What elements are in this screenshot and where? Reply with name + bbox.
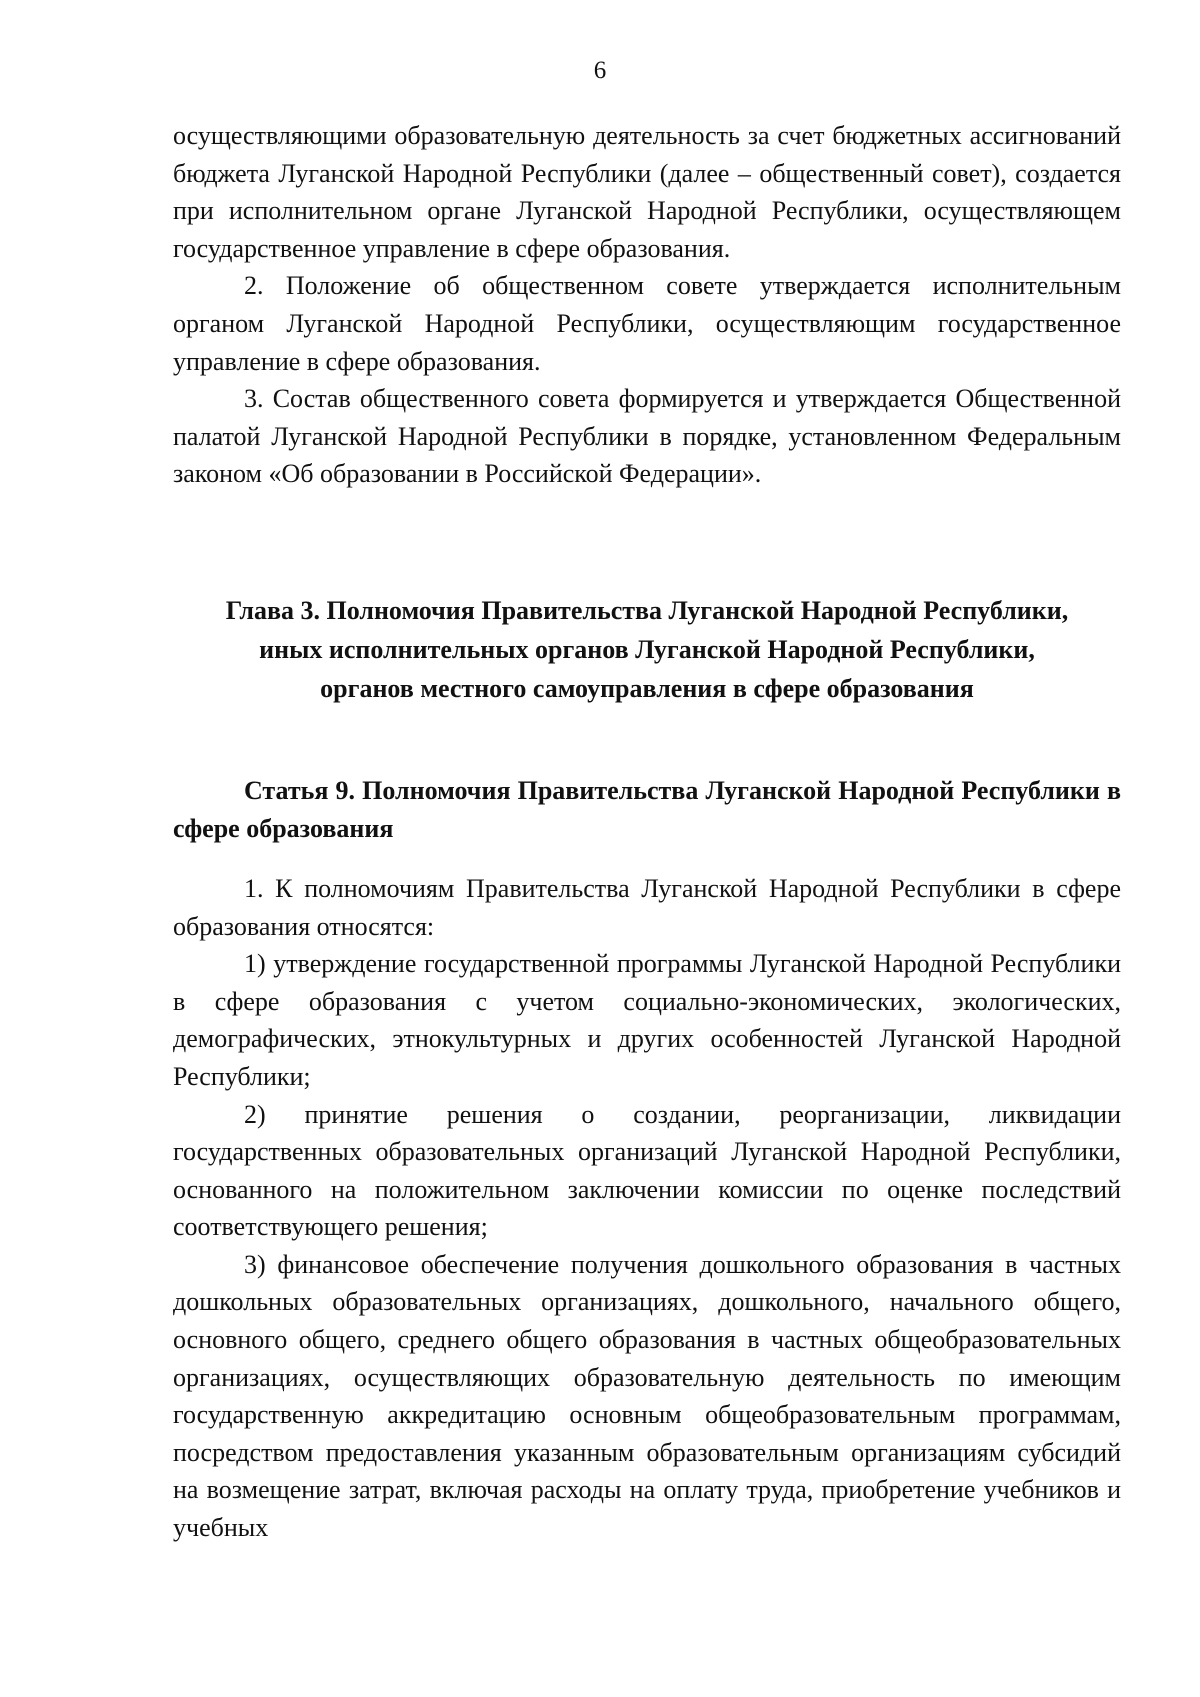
document-body	[173, 117, 1121, 1547]
chapter-heading-line: Глава 3. Полномочия Правительства Луганской Народной Республики,	[225, 595, 1069, 625]
chapter-heading-line: органов местного самоуправления в сфере образования	[320, 673, 974, 703]
article-paragraph: 2) принятие решения о создании, реорганизации, ликвидации государственных образовательных организаций Луганской Народной Республики, основанного на положительном заключении комиссии по оценке последствий соответствующего решения;	[173, 1099, 1121, 1242]
page-number: 6	[593, 57, 607, 84]
article-paragraph: 1) утверждение государственной программы Луганской Народной Республики в сфере образования с учетом социально-экономических, экологических, демографических, этнокультурных и других особенностей Луганской Народной Республики;	[173, 949, 1121, 1091]
paragraph-item-3: 3. Состав общественного совета формируется и утверждается Общественной палатой Луганской Народной Республики в порядке, установленном Федеральным законом «Об образовании в Российской Федерации».	[173, 384, 1121, 489]
article-paragraph: 3) финансовое обеспечение получения дошкольного образования в частных дошкольных образовательных организациях, дошкольного, начального общего, основного общего, среднего общего образования в частных общеобразовательных организациях, осуществляющих образовательную деятельность по имеющим государственную аккредитацию основным общеобразовательным программам, посредством предоставления указанным образовательным организациям субсидий на возмещение затрат, включая расходы на оплату труда, приобретение учебников и учебных	[173, 1249, 1121, 1543]
paragraph-item-2: 2. Положение об общественном совете утверждается исполнительным органом Луганской Народной Республики, осуществляющим государственное управление в сфере образования.	[173, 271, 1121, 376]
intro-paragraph: осуществляющими образовательную деятельность за счет бюджетных ассигнований бюджета Луганской Народной Республики (далее – общественный совет), создается при исполнительном органе Луганской Народной Республики, осуществляющем государственное управление в сфере образования.	[173, 121, 1121, 263]
article-paragraph: 1. К полномочиям Правительства Луганской Народной Республики в сфере образования относятся:	[173, 873, 1121, 941]
chapter-heading	[173, 591, 1121, 708]
chapter-heading-line: иных исполнительных органов Луганской Народной Республики,	[259, 634, 1035, 664]
article-body	[173, 870, 1121, 1547]
article-heading: Статья 9. Полномочия Правительства Луганской Народной Республики в сфере образования	[173, 775, 1121, 843]
